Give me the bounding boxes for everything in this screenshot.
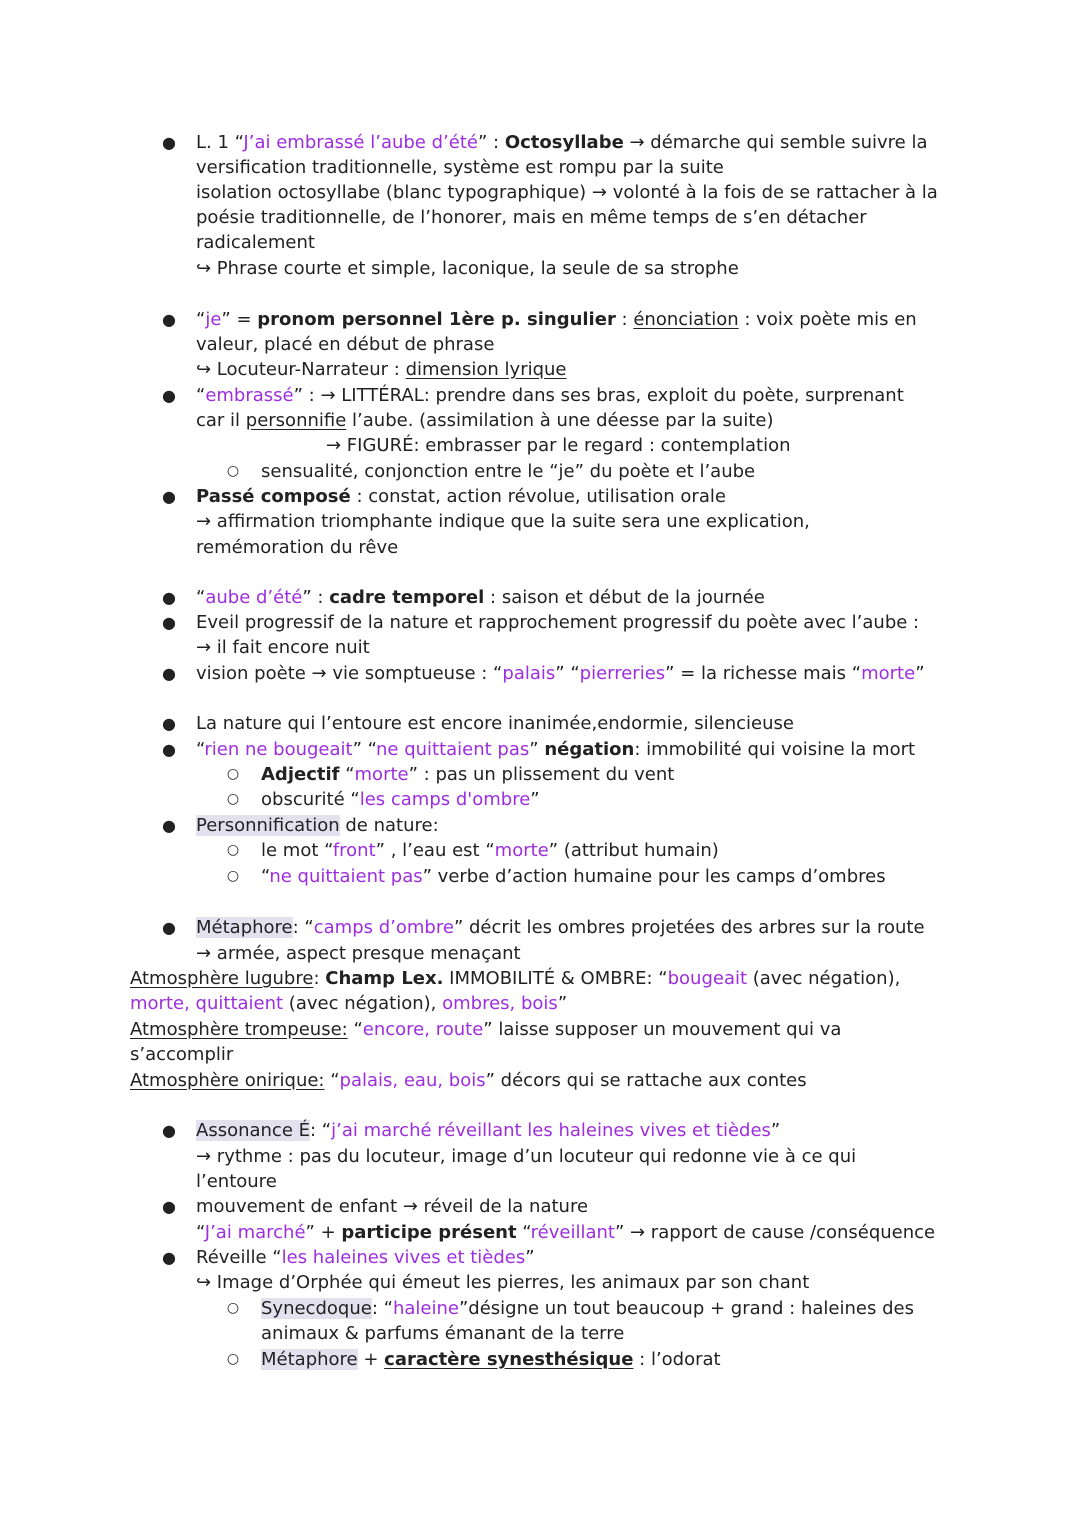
note-line [261, 838, 719, 863]
text: ” [557, 993, 568, 1014]
text: ” “ [352, 739, 376, 760]
sub-bullet: ○ [226, 766, 240, 782]
bullet: ● [162, 1197, 176, 1216]
text: vision poète → vie somptueuse : “ [196, 663, 503, 684]
note-line: valeur, placé en début de phrase [196, 334, 495, 355]
note-line [196, 1220, 935, 1245]
quote: J’ai marché [204, 1222, 306, 1243]
note-line [261, 787, 540, 812]
note-line: Eveil progressif de la nature et rapprochement progressif du poète avec l’aube : [196, 612, 920, 633]
quote: ne quittaient pas [269, 866, 423, 887]
text: “ [196, 587, 206, 608]
text: “ [196, 1222, 205, 1243]
text: ” : pas un plissement du vent [408, 764, 675, 785]
text: , [424, 1019, 436, 1040]
bullet: ● [162, 613, 176, 632]
sub-bullet: ○ [226, 1351, 240, 1367]
text: car il [196, 410, 246, 431]
bold-term: Champ Lex. [325, 968, 444, 989]
quote: morte [130, 993, 185, 1014]
text: : constat, action révolue, utilisation orale [350, 486, 726, 507]
underlined-term: personnifie [245, 410, 347, 431]
quote: morte [861, 663, 916, 684]
text: “ [196, 385, 206, 406]
quote: palais, eau, bois [339, 1070, 486, 1091]
quote: front [332, 840, 376, 861]
bullet: ● [162, 487, 176, 506]
quote: route [435, 1019, 484, 1040]
text: Réveille “ [196, 1247, 282, 1268]
text: ↪ Locuteur-Narrateur : [196, 359, 406, 380]
note-line [196, 915, 925, 940]
note-line [196, 1118, 780, 1143]
quote: j’ai marché réveillant les haleines vives et tièdes [331, 1120, 771, 1141]
text: , [509, 993, 521, 1014]
quote: haleine [392, 1298, 459, 1319]
note-line: radicalement [196, 232, 315, 253]
text: ” + [305, 1222, 342, 1243]
text: ” laisse supposer un mouvement qui va [483, 1019, 842, 1040]
text: : “ [371, 1298, 393, 1319]
bold-term: Passé composé [196, 486, 351, 507]
text: : voix poète mis en [738, 309, 917, 330]
sub-bullet: ○ [226, 842, 240, 858]
highlighted-term: Métaphore [196, 917, 293, 938]
text: : “ [310, 1120, 332, 1141]
bullet: ● [162, 133, 176, 152]
note-line: remémoration du rêve [196, 537, 399, 558]
highlighted-term: Personnification [196, 815, 340, 836]
text: ” [530, 789, 540, 810]
text: : [313, 968, 326, 989]
note-line [261, 762, 674, 787]
bullet: ● [162, 310, 176, 329]
note-line: → FIGURÉ: embrasser par le regard : contemplation [326, 435, 791, 456]
text: “ [347, 1019, 363, 1040]
text: “ [196, 309, 206, 330]
quote: les haleines vives et tièdes [281, 1247, 526, 1268]
sub-bullet: ○ [226, 1300, 240, 1316]
quote: bougeait [667, 968, 748, 989]
note-line [196, 585, 765, 610]
text: ” = [221, 309, 258, 330]
text: ”désigne un tout beaucoup + grand : haleines des [458, 1298, 914, 1319]
text: IMMOBILITÉ & OMBRE: “ [443, 968, 668, 989]
bullet: ● [162, 588, 176, 607]
note-line: La nature qui l’entoure est encore inanimée,endormie, silencieuse [196, 713, 794, 734]
text: ” décors qui se rattache aux contes [485, 1070, 807, 1091]
note-line [261, 1347, 721, 1372]
quote: palais [502, 663, 556, 684]
quote: morte [494, 840, 549, 861]
text: ” → rapport de cause /conséquence [614, 1222, 936, 1243]
text: : l’odorat [633, 1349, 721, 1370]
text: (avec négation), [283, 993, 443, 1014]
text: “ [324, 1070, 340, 1091]
atmosphere-line [130, 1068, 807, 1093]
bullet: ● [162, 664, 176, 683]
bold-term: pronom personnel 1ère p. singulier [257, 309, 616, 330]
note-line: isolation octosyllabe (blanc typographique) → volonté à la fois de se rattacher à la [196, 182, 938, 203]
sub-bullet: ○ [226, 868, 240, 884]
atmosphere-line [130, 1017, 841, 1042]
text: → démarche qui semble suivre la [623, 132, 928, 153]
text: ” [770, 1120, 781, 1141]
text: L. 1 “ [196, 132, 244, 153]
sub-bullet: ○ [226, 463, 240, 479]
note-line [196, 130, 928, 155]
note-line [196, 357, 567, 382]
quote: les camps d'ombre [359, 789, 531, 810]
bullet: ● [162, 1248, 176, 1267]
note-line [196, 1245, 535, 1270]
quote: quittaient [195, 993, 284, 1014]
bullet: ● [162, 1121, 176, 1140]
atmosphere-line [130, 966, 900, 991]
note-line [196, 484, 726, 509]
underlined-term: Atmosphère lugubre [130, 968, 314, 989]
note-line: → affirmation triomphante indique que la suite sera une explication, [196, 511, 810, 532]
quote: pierreries [579, 663, 666, 684]
underlined-term: dimension lyrique [405, 359, 567, 380]
note-line: versification traditionnelle, système est rompu par la suite [196, 157, 724, 178]
bullet: ● [162, 714, 176, 733]
text: “ [196, 739, 205, 760]
quote: embrassé [205, 385, 294, 406]
text: ” [525, 1247, 535, 1268]
note-line: ↪ Image d’Orphée qui émeut les pierres, les animaux par son chant [196, 1272, 810, 1293]
bullet: ● [162, 918, 176, 937]
note-line [261, 1296, 914, 1321]
text: “ [516, 1222, 531, 1243]
text: : saison et début de la journée [484, 587, 765, 608]
text: (avec négation), [747, 968, 901, 989]
text: ” = la richesse mais “ [665, 663, 862, 684]
text: : “ [292, 917, 314, 938]
bold-term: négation [544, 739, 635, 760]
text: le mot “ [261, 840, 333, 861]
note-line [196, 383, 904, 408]
quote: réveillant [530, 1222, 615, 1243]
text: ” verbe d’action humaine pour les camps d’ombres [422, 866, 886, 887]
note-line: poésie traditionnelle, de l’honorer, mais en même temps de s’en détacher [196, 207, 867, 228]
note-line: animaux & parfums émanant de la terre [261, 1323, 625, 1344]
quote: encore [362, 1019, 425, 1040]
quote: J’ai embrassé l’aube d’été [243, 132, 478, 153]
text: : immobilité qui voisine la mort [634, 739, 916, 760]
text: ” : [477, 132, 505, 153]
bullet: ● [162, 816, 176, 835]
quote: bois [520, 993, 558, 1014]
quote: morte [354, 764, 409, 785]
highlighted-term: Assonance É [196, 1120, 310, 1141]
note-line: → armée, aspect presque menaçant [196, 943, 521, 964]
text: ” [529, 739, 545, 760]
text: ” (attribut humain) [548, 840, 719, 861]
text: ” “ [555, 663, 580, 684]
note-line: l’entoure [196, 1171, 277, 1192]
atmosphere-line [130, 991, 567, 1016]
note-line [196, 408, 773, 433]
quote: aube d’été [205, 587, 303, 608]
note-line: ↪ Phrase courte et simple, laconique, la seule de sa strophe [196, 258, 739, 279]
quote: rien ne bougeait [204, 739, 353, 760]
quote: camps d’ombre [313, 917, 454, 938]
bullet: ● [162, 740, 176, 759]
note-line: → rythme : pas du locuteur, image d’un locuteur qui redonne vie à ce qui [196, 1146, 857, 1167]
text: ” [915, 663, 925, 684]
bold-term: Octosyllabe [504, 132, 624, 153]
note-line [261, 864, 886, 889]
note-line: mouvement de enfant → réveil de la nature [196, 1196, 589, 1217]
note-line [196, 737, 915, 762]
atmosphere-line: s’accomplir [130, 1044, 234, 1065]
bold-term: Adjectif [261, 764, 340, 785]
text: ” , l’eau est “ [375, 840, 495, 861]
quote: ombres [442, 993, 510, 1014]
note-line [196, 661, 925, 686]
text: “ [339, 764, 355, 785]
note-line [196, 813, 439, 838]
text: obscurité “ [261, 789, 360, 810]
text: de nature: [339, 815, 439, 836]
underlined-term: Atmosphère trompeuse: [130, 1019, 348, 1040]
highlighted-term: Synecdoque [261, 1298, 372, 1319]
bullet: ● [162, 386, 176, 405]
quote: ne quittaient pas [375, 739, 530, 760]
underlined-term: énonciation [633, 309, 739, 330]
text: + [357, 1349, 385, 1370]
note-line: → il fait encore nuit [196, 637, 370, 658]
sub-bullet: ○ [226, 791, 240, 807]
bold-term: cadre temporel [329, 587, 485, 608]
underlined-term: caractère synesthésique [384, 1349, 634, 1370]
note-line [196, 307, 917, 332]
text: ” : → LITTÉRAL: prendre dans ses bras, exploit du poète, surprenant [293, 385, 904, 406]
highlighted-term: Métaphore [261, 1349, 358, 1370]
underlined-term: Atmosphère onirique: [130, 1070, 325, 1091]
text: “ [261, 866, 270, 887]
bold-term: participe présent [341, 1222, 517, 1243]
text: ” : [302, 587, 330, 608]
quote: je [205, 309, 222, 330]
note-line: sensualité, conjonction entre le “je” du poète et l’aube [261, 461, 756, 482]
text: ” décrit les ombres projetées des arbres sur la route [453, 917, 925, 938]
text: l’aube. (assimilation à une déesse par la suite) [346, 410, 774, 431]
text: , [184, 993, 196, 1014]
text: : [615, 309, 634, 330]
